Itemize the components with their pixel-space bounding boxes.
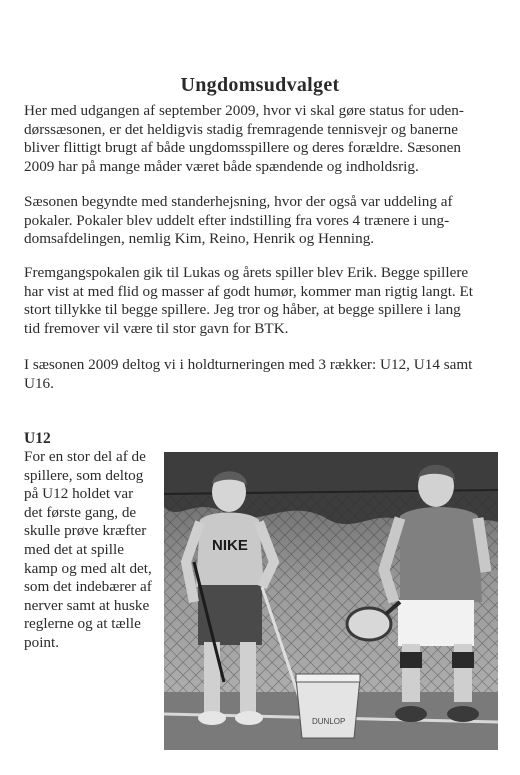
text-line: stort tillykke til begge spillere. Jeg tror og håber, at begge spillere i lang [24, 301, 461, 319]
paragraph-intro [24, 102, 498, 176]
shirt-text: NIKE [212, 537, 248, 554]
text-line: reglerne og at tælle [24, 615, 141, 633]
text-line: tid fremover vil være til stor gavn for BTK. [24, 319, 289, 337]
text-line: pokaler. Pokaler blev uddelt efter indstilling fra vores 4 trænere i ung- [24, 211, 450, 229]
text-line: domsafdelingen, nemlig Kim, Reino, Henrik og Henning. [24, 230, 375, 248]
text-line: Fremgangspokalen gik til Lukas og årets spiller blev Erik. Begge spillere [24, 264, 469, 281]
text-line: I sæsonen 2009 deltog vi i holdturneringen med 3 rækker: U12, U14 samt [24, 356, 473, 373]
text-line: Sæsonen begyndte med standerhejsning, hvor der også var uddeling af [24, 193, 453, 210]
text-line: dørssæsonen, er det heldigvis stadig fremragende tennisvejr og banerne [24, 120, 458, 138]
text-line: på U12 holdet var [24, 485, 134, 503]
photo-two-tennis-players [164, 452, 498, 750]
paragraph-season-start [24, 193, 498, 249]
text-line: skulle prøve kræfter [24, 522, 147, 540]
u12-text [24, 448, 169, 653]
text-line: bliver flittigt brugt af både ungdomsspillere og deres forældre. Sæsonen [24, 139, 461, 157]
paragraph-awards [24, 264, 498, 338]
text-line: 2009 har på mange måder været både spændende og indholdsrig. [24, 157, 419, 175]
text-line: som det indebærer af [24, 578, 152, 596]
text-line: har vist at med flid og masser af godt humør, kommer man rigtig langt. Et [24, 282, 474, 300]
text-line: det første gang, de [24, 503, 137, 521]
text-line: med det at spille [24, 540, 124, 558]
text-line: point. [24, 633, 60, 651]
ball-bucket [296, 674, 360, 738]
text-line: kamp og med alt det, [24, 559, 152, 577]
text-line: nerver samt at huske [24, 596, 150, 614]
text-line: For en stor del af de [24, 448, 146, 465]
page-title: Ungdomsudvalget [180, 74, 340, 96]
text-line: U16. [24, 374, 54, 392]
text-line: Her med udgangen af september 2009, hvor vi skal gøre status for uden- [24, 102, 464, 119]
bucket-text: DUNLOP [312, 717, 346, 726]
text-line: spillere, som deltog [24, 466, 144, 484]
section-heading-u12: U12 [24, 430, 51, 447]
paragraph-team-tournament [24, 356, 498, 393]
